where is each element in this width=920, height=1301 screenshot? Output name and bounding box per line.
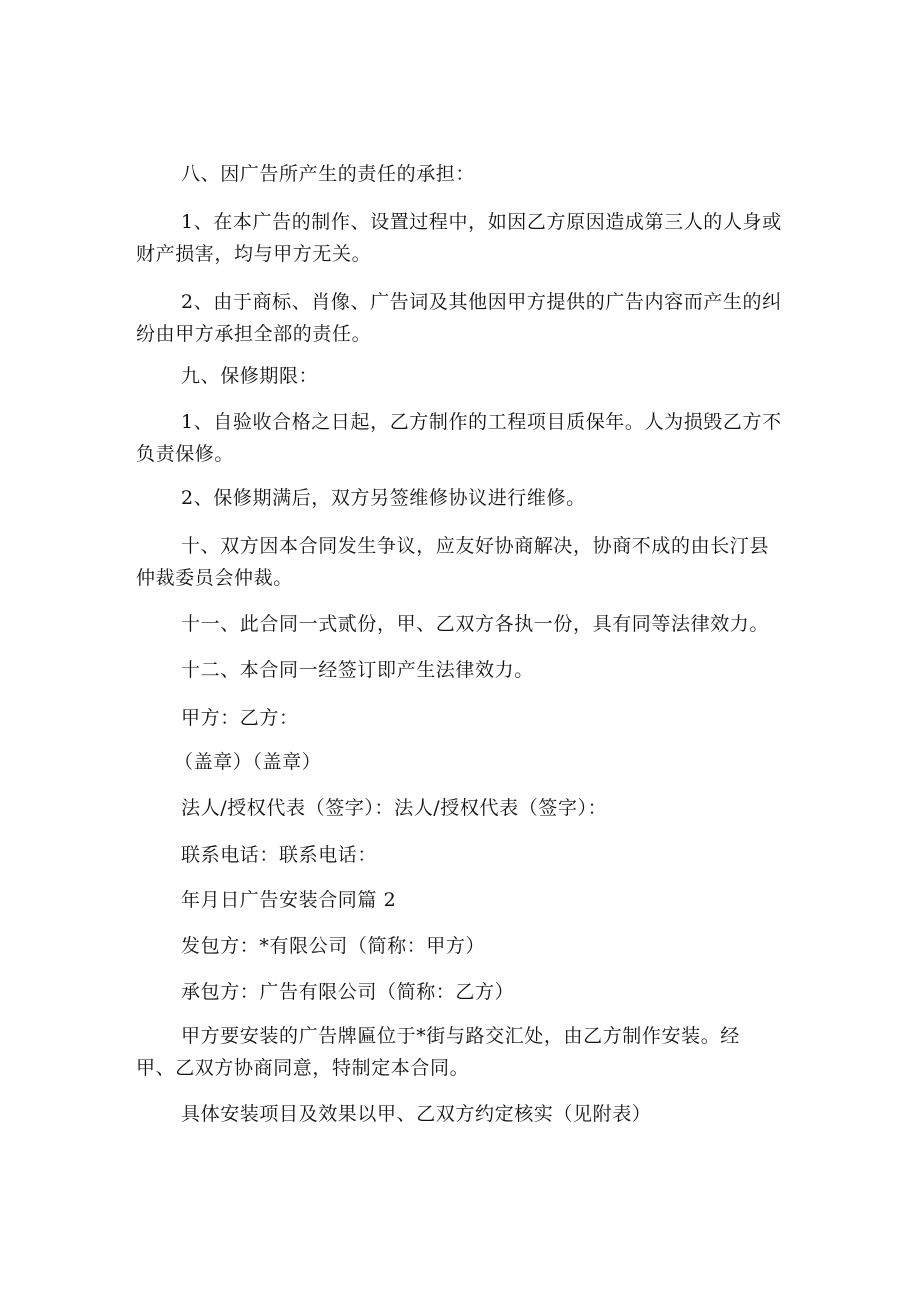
paragraph-line: 2、由于商标、肖像、广告词及其他因甲方提供的广告内容而产生的纠	[181, 291, 782, 313]
seal-labels: （盖章）（盖章）	[174, 751, 322, 773]
paragraph-line: 2、保修期满后，双方另签维修协议进行维修。	[181, 487, 586, 509]
section-heading-liability: 八、因广告所产生的责任的承担：	[181, 163, 476, 185]
paragraph-line: 负责保修。	[136, 443, 235, 465]
paragraph-line: 仲裁委员会仲裁。	[136, 567, 293, 589]
paragraph-line: 甲、乙双方协商同意，特制定本合同。	[136, 1057, 470, 1079]
contractor-line: 承包方：广告有限公司（简称：乙方）	[181, 981, 515, 1003]
section-heading-dispute: 十、双方因本合同发生争议，应友好协商解决，协商不成的由长汀县	[181, 535, 770, 557]
section-heading-effect: 十二、本合同一经签订即产生法律效力。	[181, 659, 534, 681]
paragraph-line: 甲方要安装的广告牌匾位于*街与路交汇处，由乙方制作安装。经	[181, 1025, 740, 1047]
contract-title-2: 年月日广告安装合同篇 2	[181, 889, 397, 911]
signature-labels: 法人/授权代表（签字）：法人/授权代表（签字）：	[181, 797, 608, 819]
phone-labels: 联系电话：联系电话：	[181, 844, 378, 866]
section-heading-copies: 十一、此合同一式贰份，甲、乙双方各执一份，具有同等法律效力。	[181, 613, 770, 635]
employer-line: 发包方：*有限公司（简称：甲方）	[181, 935, 486, 957]
party-labels: 甲方：乙方：	[181, 707, 299, 729]
paragraph-line: 纷由甲方承担全部的责任。	[136, 323, 372, 345]
paragraph-line: 财产损害，均与甲方无关。	[136, 243, 372, 265]
paragraph-line: 具体安装项目及效果以甲、乙双方约定核实（见附表）	[181, 1103, 652, 1125]
section-heading-warranty: 九、保修期限：	[181, 365, 319, 387]
paragraph-line: 1、在本广告的制作、设置过程中，如因乙方原因造成第三人的人身或	[181, 211, 782, 233]
paragraph-line: 1、自验收合格之日起，乙方制作的工程项目质保年。人为损毁乙方不	[181, 411, 782, 433]
